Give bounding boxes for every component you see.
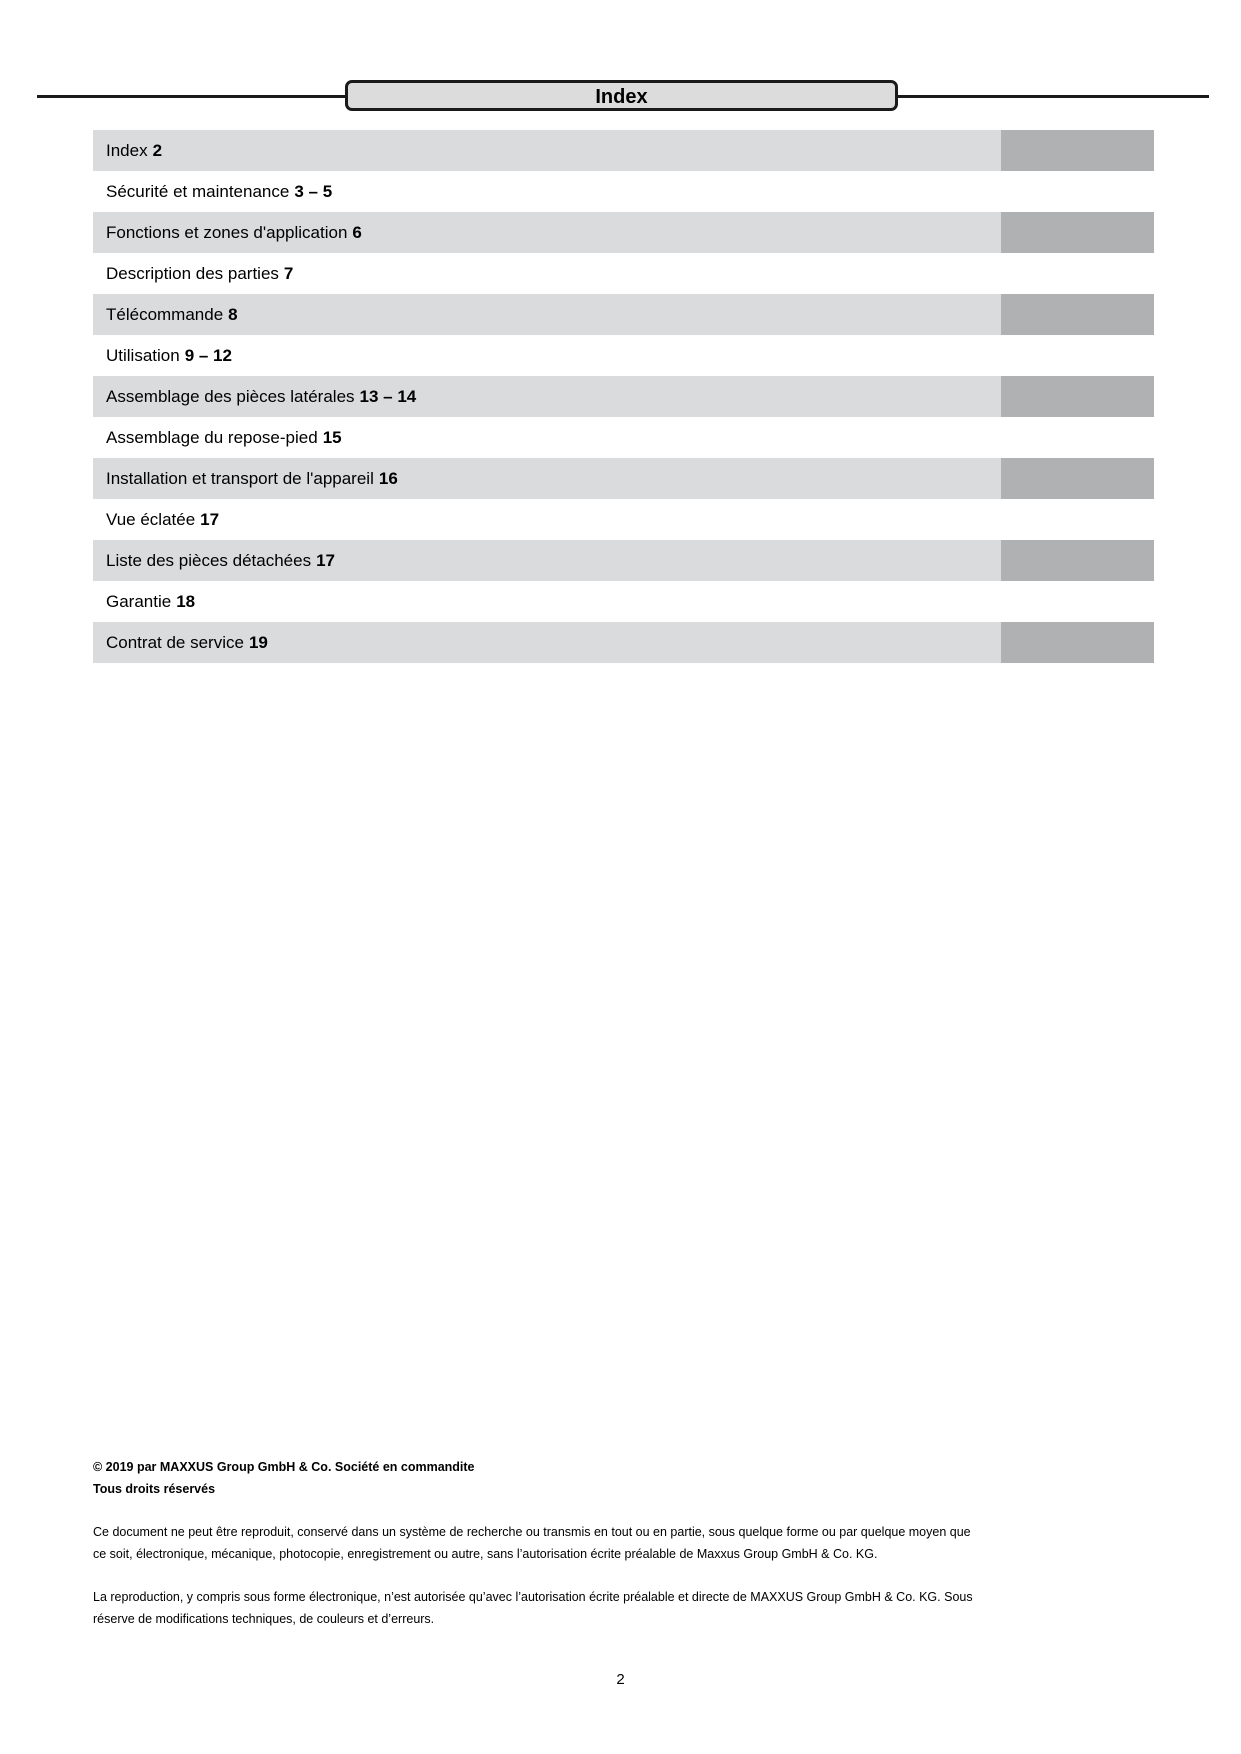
index-row: [93, 458, 1154, 499]
index-entry: [93, 552, 335, 569]
index-entry-label: Liste des pièces détachées: [106, 551, 312, 570]
index-entry-label: Installation et transport de l'appareil: [106, 469, 374, 488]
index-entry-page: 19: [248, 633, 268, 652]
header-title-box: [345, 80, 898, 111]
index-entry-label: Description des parties: [106, 264, 279, 283]
index-entry-page: 2: [152, 141, 163, 160]
index-entry: [93, 183, 332, 200]
index-entry-label: Vue éclatée: [106, 510, 196, 529]
index-entry-label: Assemblage du repose-pied: [106, 428, 318, 447]
rights-line: Tous droits réservés: [93, 1482, 216, 1496]
index-row: [93, 499, 1154, 540]
index-entry-label: Télécommande: [106, 305, 224, 324]
index-row-tab: [1001, 376, 1154, 417]
index-row: [93, 253, 1154, 294]
index-entry: [93, 265, 293, 282]
legal-footer: [93, 1456, 973, 1630]
index-entry: [93, 142, 162, 159]
index-entry: [93, 470, 398, 487]
index-entry-page: 18: [176, 592, 196, 611]
legal-paragraph-authorization: La reproduction, y compris sous forme électronique, n’est autorisée qu’avec l’autorisation écrite préalable et directe de MAXXUS Group GmbH & Co. KG. Sous réserve de modifications techniques, de couleurs et d’erreurs.: [93, 1590, 973, 1626]
index-row: [93, 581, 1154, 622]
index-row: [93, 376, 1154, 417]
index-entry-page: 3 – 5: [294, 182, 333, 201]
index-entry: [93, 511, 219, 528]
index-row: [93, 540, 1154, 581]
index-list: [93, 130, 1154, 663]
index-row: [93, 417, 1154, 458]
index-entry-page: 15: [322, 428, 342, 447]
index-entry-page: 9 – 12: [184, 346, 232, 365]
index-row: [93, 171, 1154, 212]
index-row-tab: [1001, 622, 1154, 663]
index-entry-label: Sécurité et maintenance: [106, 182, 290, 201]
index-entry: [93, 224, 362, 241]
index-entry: [93, 388, 416, 405]
page-number: 2: [616, 1671, 625, 1688]
index-row: [93, 622, 1154, 663]
page-title: Index: [595, 85, 648, 108]
index-entry-page: 17: [200, 510, 220, 529]
index-entry: [93, 347, 232, 364]
index-row: [93, 212, 1154, 253]
index-entry-page: 16: [378, 469, 398, 488]
index-row: [93, 130, 1154, 171]
index-entry-label: Contrat de service: [106, 633, 244, 652]
index-row-tab: [1001, 294, 1154, 335]
index-row: [93, 335, 1154, 376]
index-entry: [93, 593, 195, 610]
copyright-line: © 2019 par MAXXUS Group GmbH & Co. Société en commandite: [93, 1460, 475, 1474]
index-entry-label: Garantie: [106, 592, 172, 611]
index-entry: [93, 429, 342, 446]
index-entry-page: 17: [316, 551, 336, 570]
index-row-tab: [1001, 212, 1154, 253]
index-entry-label: Fonctions et zones d'application: [106, 223, 348, 242]
index-entry-label: Assemblage des pièces latérales: [106, 387, 355, 406]
index-entry-page: 6: [352, 223, 362, 242]
index-entry-page: 7: [283, 264, 294, 283]
index-entry: [93, 634, 268, 651]
index-row-tab: [1001, 540, 1154, 581]
index-row-tab: [1001, 130, 1154, 171]
index-entry-page: 13 – 14: [359, 387, 417, 406]
legal-paragraph-reproduction: Ce document ne peut être reproduit, conservé dans un système de recherche ou transmis en tout ou en partie, sous quelque forme ou par quelque moyen que ce soit, électronique, mécanique, photocopie, enregistrement ou autre, sans l’autorisation écrite préalable de Maxxus Group GmbH & Co. KG.: [93, 1525, 971, 1561]
index-entry-label: Index: [106, 141, 148, 160]
index-entry: [93, 306, 238, 323]
index-row-tab: [1001, 458, 1154, 499]
index-entry-label: Utilisation: [106, 346, 180, 365]
index-row: [93, 294, 1154, 335]
index-entry-page: 8: [228, 305, 238, 324]
